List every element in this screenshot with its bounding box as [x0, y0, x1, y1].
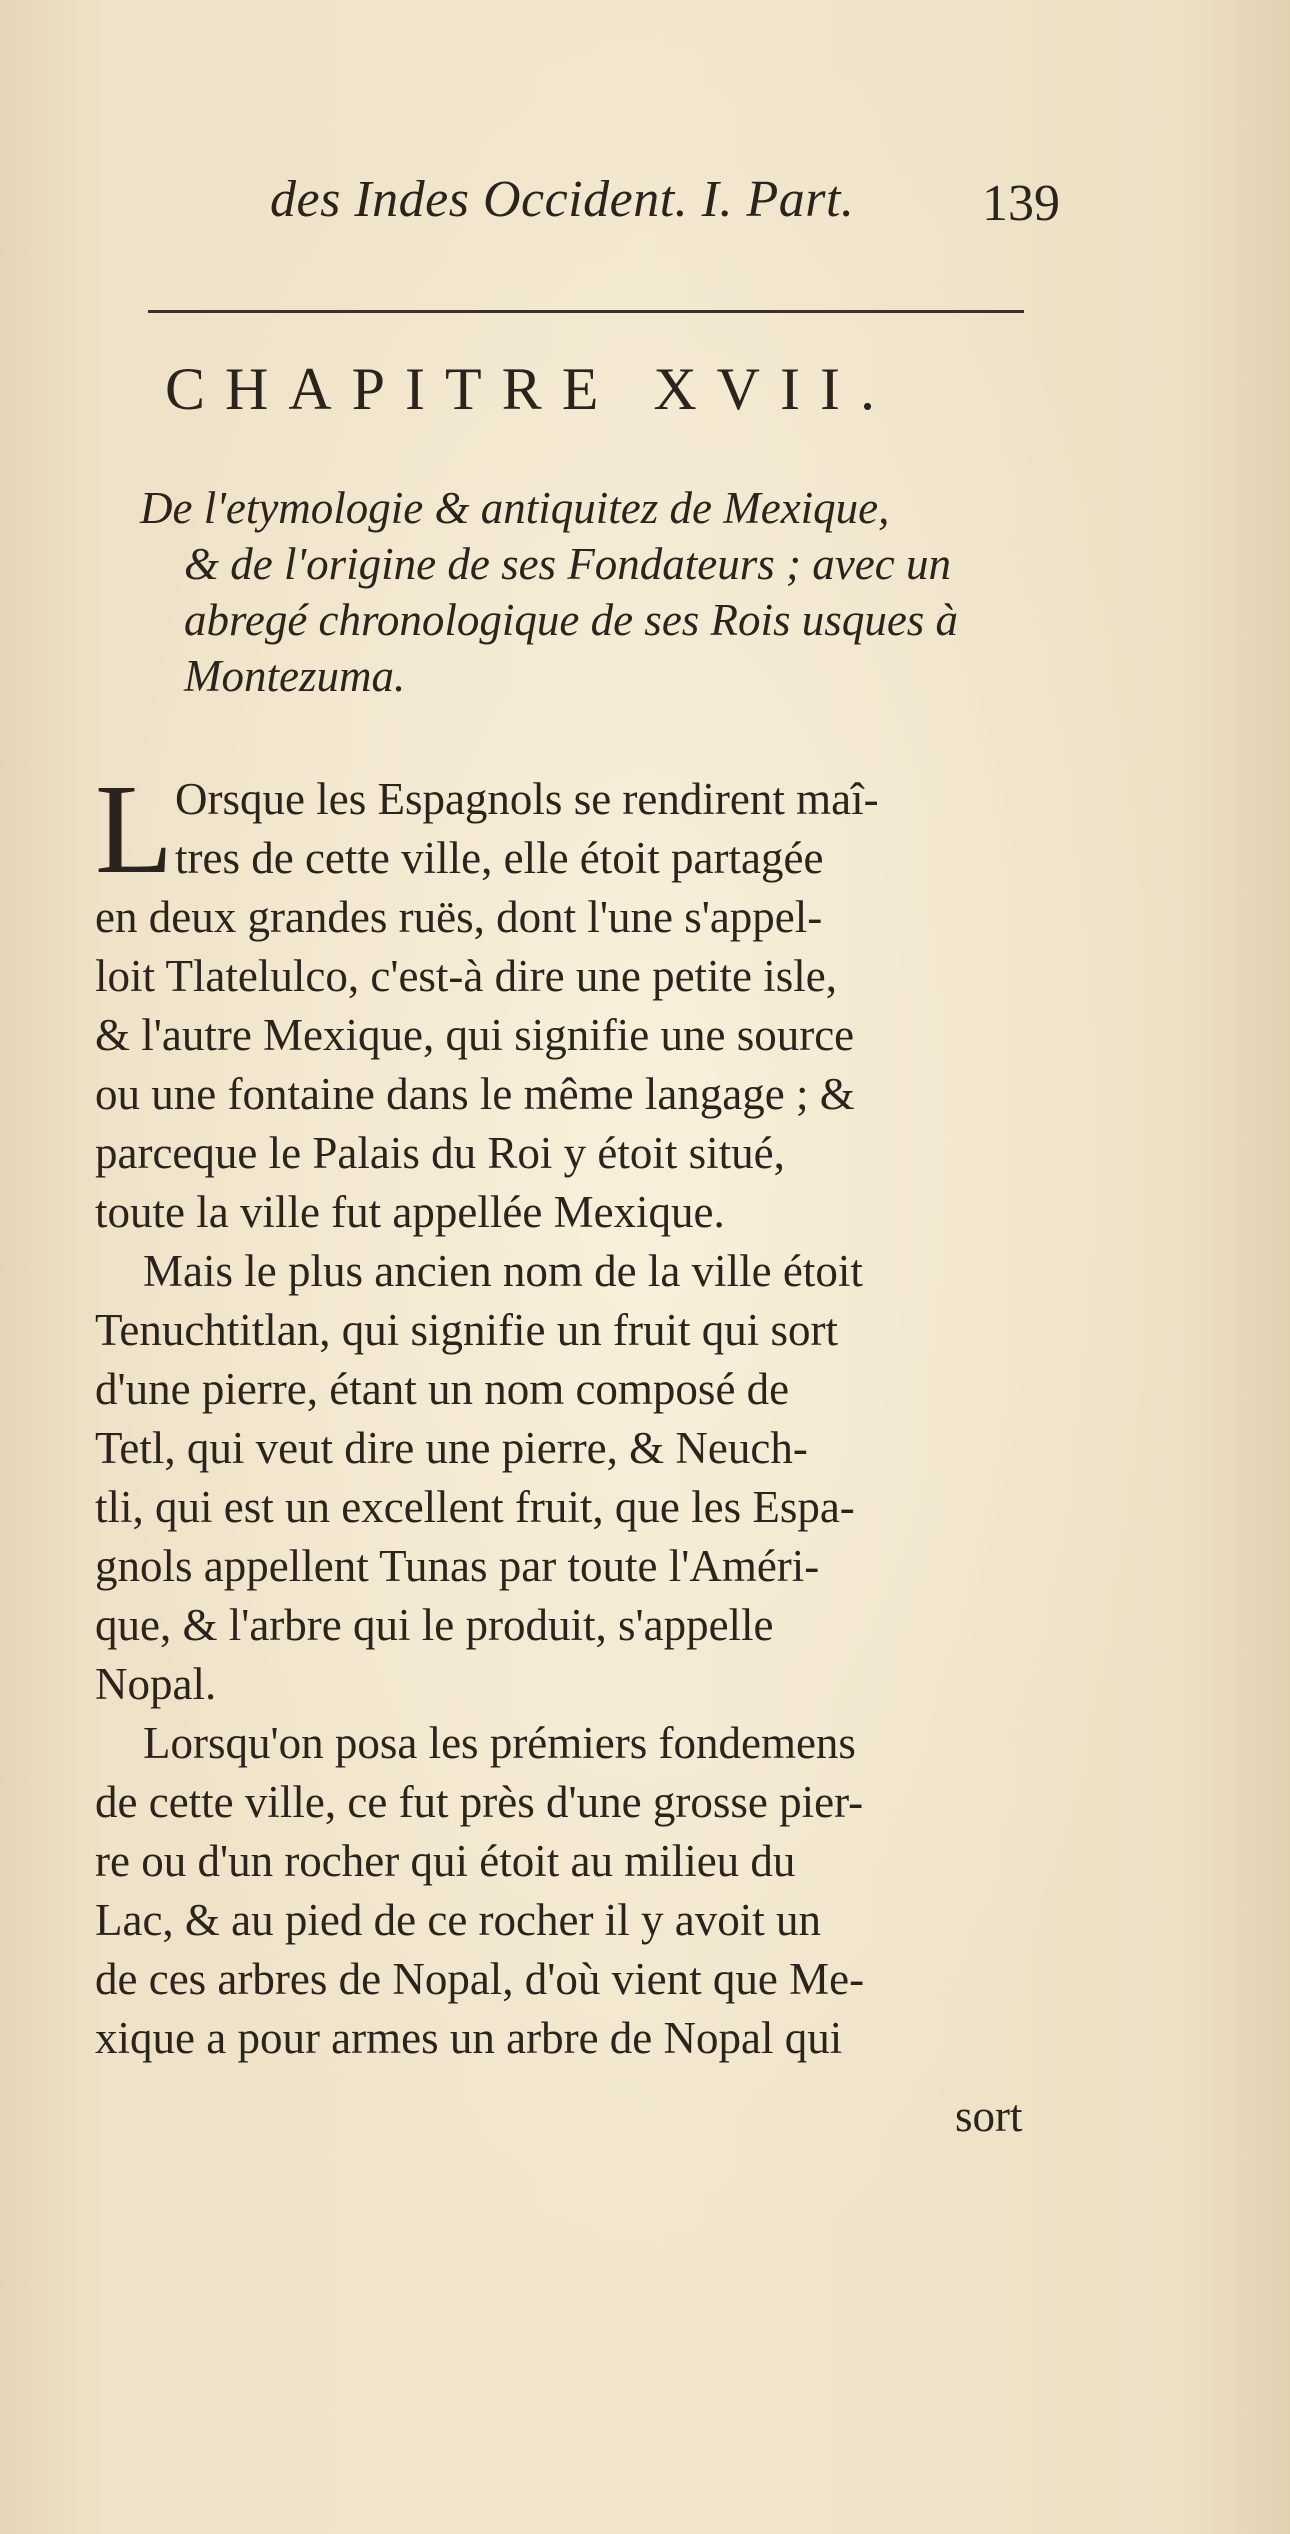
header-rule [148, 310, 1024, 313]
subtitle-line: abregé chronologique de ses Rois usques à [184, 595, 959, 645]
catchword: sort [955, 2091, 1023, 2141]
text-line: Tetl, qui veut dire une pierre, & Neuch- [95, 1423, 808, 1473]
subtitle-line: & de l'origine de ses Fondateurs ; avec un [184, 539, 951, 589]
text-line: gnols appellent Tunas par toute l'Améri- [95, 1541, 820, 1591]
text-line: loit Tlatelulco, c'est-à dire une petite isle, [95, 951, 838, 1001]
paragraph [95, 758, 1055, 1242]
body-text [95, 758, 1055, 2068]
running-title: des Indes Occident. I. Part. [270, 171, 855, 228]
text-line: re ou d'un rocher qui étoit au milieu du [95, 1836, 796, 1886]
drop-cap: L [95, 758, 174, 900]
text-line: & l'autre Mexique, qui signifie une source [95, 1010, 855, 1060]
chapter-title: CHAPITRE XVII. [165, 356, 895, 422]
text-line: Orsque les Espagnols se rendirent maî- [175, 774, 879, 824]
page-header [270, 170, 1060, 240]
paragraph [95, 1242, 1055, 1714]
text-line: Mais le plus ancien nom de la ville étoit [143, 1246, 863, 1296]
text-line: Nopal. [95, 1659, 217, 1709]
subtitle-line: Montezuma. [184, 651, 406, 701]
text-line: ou une fontaine dans le même langage ; & [95, 1069, 855, 1119]
chapter-subtitle [140, 480, 1070, 704]
page-number: 139 [982, 175, 1060, 232]
text-line: Lac, & au pied de ce rocher il y avoit un [95, 1895, 821, 1945]
paragraph [95, 1714, 1055, 2068]
text-line: Lorsqu'on posa les prémiers fondemens [143, 1718, 856, 1768]
text-line: toute la ville fut appellée Mexique. [95, 1187, 725, 1237]
subtitle-line: De l'etymologie & antiquitez de Mexique, [140, 483, 890, 533]
text-line: de ces arbres de Nopal, d'où vient que Me- [95, 1954, 865, 2004]
text-line: parceque le Palais du Roi y étoit situé, [95, 1128, 785, 1178]
text-line: tli, qui est un excellent fruit, que les Espa- [95, 1482, 855, 1532]
text-line: de cette ville, ce fut près d'une grosse pier- [95, 1777, 864, 1827]
text-line: Tenuchtitlan, qui signifie un fruit qui sort [95, 1305, 838, 1355]
text-line: en deux grandes ruës, dont l'une s'appel- [95, 892, 823, 942]
text-line: tres de cette ville, elle étoit partagée [175, 833, 824, 883]
text-line: d'une pierre, étant un nom composé de [95, 1364, 790, 1414]
text-line: que, & l'arbre qui le produit, s'appelle [95, 1600, 774, 1650]
text-line: xique a pour armes un arbre de Nopal qui [95, 2013, 843, 2063]
